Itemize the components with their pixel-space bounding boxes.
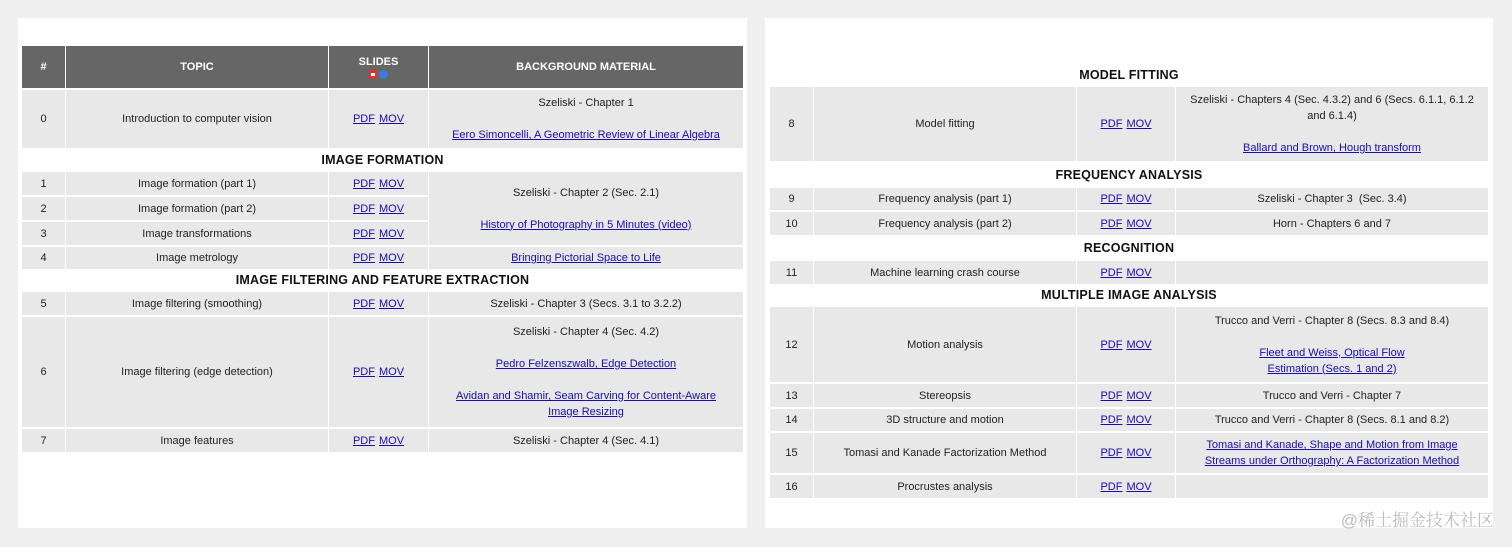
pdf-link[interactable]: PDF bbox=[1100, 118, 1123, 130]
right-panel bbox=[765, 18, 1493, 528]
row-topic: Image metrology bbox=[156, 252, 238, 264]
pdf-link[interactable]: PDF bbox=[352, 113, 375, 125]
header-slides-label: SLIDES bbox=[358, 55, 399, 68]
row-16-slides bbox=[1077, 475, 1175, 498]
mov-link[interactable]: MOV bbox=[378, 113, 405, 125]
row-12-topic bbox=[814, 307, 1076, 382]
row-12-slides bbox=[1077, 307, 1175, 382]
bg-text: Szeliski - Chapters 4 (Sec. 4.3.2) and 6 (Secs. 6.1.1, 6.1.2 and 6.1.4) bbox=[1190, 94, 1474, 122]
bg-link[interactable]: Tomasi and Kanade, Shape and Motion from Image Streams under Orthography: A Factorization Method bbox=[1204, 439, 1460, 467]
row-10-num bbox=[770, 212, 813, 235]
row-topic: Image filtering (edge detection) bbox=[121, 366, 273, 378]
pdf-link[interactable]: PDF bbox=[352, 366, 375, 378]
row-8-slides bbox=[1077, 87, 1175, 161]
section-recognition bbox=[770, 237, 1488, 259]
row-3-slides bbox=[329, 222, 428, 245]
bg-text: Szeliski - Chapter 3 (Sec. 3.4) bbox=[1257, 193, 1407, 205]
row-topic: Frequency analysis (part 2) bbox=[878, 217, 1012, 230]
row-15-num bbox=[770, 433, 813, 473]
row-0-num bbox=[22, 90, 65, 148]
row-num: 8 bbox=[788, 118, 795, 130]
pdf-icon bbox=[369, 70, 377, 79]
row-6-num bbox=[22, 317, 65, 427]
row-15-topic bbox=[814, 433, 1076, 473]
row-num: 7 bbox=[40, 434, 47, 447]
bg-text: Szeliski - Chapter 4 (Sec. 4.1) bbox=[512, 434, 660, 447]
bg-link[interactable]: Avidan and Shamir, Seam Carving for Content-Aware Image Resizing bbox=[455, 390, 717, 418]
row-13-num bbox=[770, 384, 813, 407]
row-0-topic bbox=[66, 90, 328, 148]
row-num: 2 bbox=[40, 202, 47, 215]
row-topic: Image filtering (smoothing) bbox=[131, 297, 263, 310]
mov-link[interactable]: MOV bbox=[378, 297, 405, 310]
row-num: 6 bbox=[40, 366, 47, 378]
section-image-filtering bbox=[22, 270, 743, 290]
row-3-topic bbox=[66, 222, 328, 245]
row-12-num bbox=[770, 307, 813, 382]
row-7-topic bbox=[66, 429, 328, 452]
section-title: IMAGE FORMATION bbox=[321, 153, 444, 167]
row-topic: Image transformations bbox=[142, 227, 252, 240]
row-topic: Image features bbox=[160, 434, 234, 447]
mov-link[interactable]: MOV bbox=[378, 434, 405, 447]
row-4-topic bbox=[66, 247, 328, 269]
row-8-topic bbox=[814, 87, 1076, 161]
bg-text: Trucco and Verri - Chapter 8 (Secs. 8.3 and 8.4) bbox=[1214, 314, 1450, 327]
mov-link[interactable]: MOV bbox=[1126, 338, 1152, 351]
row-num: 16 bbox=[785, 480, 798, 493]
row-12-background bbox=[1176, 307, 1488, 382]
row-10-slides bbox=[1077, 212, 1175, 235]
pdf-link[interactable]: PDF bbox=[1100, 480, 1123, 493]
row-6-slides bbox=[329, 317, 428, 427]
row-7-background bbox=[429, 429, 743, 452]
bg-text: Szeliski - Chapter 3 (Secs. 3.1 to 3.2.2) bbox=[490, 297, 682, 310]
row-2-slides bbox=[329, 197, 428, 220]
row-topic: Introduction to computer vision bbox=[122, 113, 272, 125]
row-8-num bbox=[770, 87, 813, 161]
header-num-label: # bbox=[40, 61, 47, 73]
bg-text: Szeliski - Chapter 2 (Sec. 2.1) bbox=[512, 186, 660, 199]
row-6-topic bbox=[66, 317, 328, 427]
row-num: 0 bbox=[40, 113, 47, 125]
row-1-3-background bbox=[429, 172, 743, 245]
row-topic: Frequency analysis (part 1) bbox=[878, 193, 1012, 205]
row-9-background bbox=[1176, 188, 1488, 210]
row-1-topic bbox=[66, 172, 328, 195]
row-11-slides bbox=[1077, 261, 1175, 284]
row-13-slides bbox=[1077, 384, 1175, 407]
header-topic bbox=[66, 46, 328, 88]
mov-link[interactable]: MOV bbox=[378, 177, 405, 190]
section-model-fitting bbox=[770, 65, 1488, 85]
mov-link[interactable]: MOV bbox=[1126, 389, 1152, 402]
mov-link[interactable]: MOV bbox=[1126, 480, 1152, 493]
row-14-slides bbox=[1077, 409, 1175, 431]
bg-text: Szeliski - Chapter 4 (Sec. 4.2) bbox=[512, 326, 660, 338]
row-14-topic bbox=[814, 409, 1076, 431]
row-topic: Tomasi and Kanade Factorization Method bbox=[843, 447, 1047, 459]
row-10-topic bbox=[814, 212, 1076, 235]
row-topic: 3D structure and motion bbox=[886, 414, 1004, 426]
row-topic: Image formation (part 2) bbox=[138, 202, 256, 215]
pdf-link[interactable]: PDF bbox=[352, 252, 375, 264]
row-topic: Stereopsis bbox=[919, 389, 971, 402]
pdf-link[interactable]: PDF bbox=[1100, 338, 1123, 351]
bg-link[interactable]: Eero Simoncelli, A Geometric Review of Linear Algebra bbox=[452, 129, 720, 141]
pdf-link[interactable]: PDF bbox=[352, 297, 375, 310]
row-5-num bbox=[22, 292, 65, 315]
mov-link[interactable]: MOV bbox=[1126, 217, 1152, 230]
bg-text: Szeliski - Chapter 1 bbox=[538, 97, 634, 109]
mov-link[interactable]: MOV bbox=[1126, 414, 1152, 426]
row-topic: Motion analysis bbox=[907, 338, 983, 351]
header-slides bbox=[329, 46, 428, 88]
section-image-formation bbox=[22, 150, 743, 170]
header-num bbox=[22, 46, 65, 88]
row-13-topic bbox=[814, 384, 1076, 407]
row-10-background bbox=[1176, 212, 1488, 235]
row-6-background bbox=[429, 317, 743, 427]
pdf-link[interactable]: PDF bbox=[1100, 193, 1123, 205]
row-5-topic bbox=[66, 292, 328, 315]
row-2-num bbox=[22, 197, 65, 220]
row-1-num bbox=[22, 172, 65, 195]
row-num: 1 bbox=[40, 177, 47, 190]
row-14-background bbox=[1176, 409, 1488, 431]
pdf-link[interactable]: PDF bbox=[352, 177, 375, 190]
mov-link[interactable]: MOV bbox=[1126, 266, 1152, 279]
row-topic: Model fitting bbox=[915, 118, 975, 130]
row-9-num bbox=[770, 188, 813, 210]
bg-link[interactable]: Fleet and Weiss, Optical Flow Estimation (Secs. 1 and 2) bbox=[1259, 346, 1405, 375]
row-5-background bbox=[429, 292, 743, 315]
section-title: MULTIPLE IMAGE ANALYSIS bbox=[1041, 288, 1217, 302]
row-16-background bbox=[1176, 475, 1488, 498]
bg-text: Trucco and Verri - Chapter 8 (Secs. 8.1 and 8.2) bbox=[1214, 414, 1450, 426]
row-num: 14 bbox=[785, 414, 798, 426]
row-topic: Image formation (part 1) bbox=[138, 177, 256, 190]
row-15-background bbox=[1176, 433, 1488, 473]
row-9-slides bbox=[1077, 188, 1175, 210]
bg-link[interactable]: Bringing Pictorial Space to Life bbox=[511, 252, 661, 264]
section-multiple-image-analysis bbox=[770, 285, 1488, 305]
mov-link[interactable]: MOV bbox=[378, 227, 405, 240]
row-3-num bbox=[22, 222, 65, 245]
row-0-slides bbox=[329, 90, 428, 148]
row-4-num bbox=[22, 247, 65, 269]
row-14-num bbox=[770, 409, 813, 431]
left-panel bbox=[18, 18, 747, 528]
bg-link[interactable]: Pedro Felzenszwalb, Edge Detection bbox=[495, 358, 677, 370]
bg-link[interactable]: History of Photography in 5 Minutes (video) bbox=[480, 218, 692, 231]
section-title: IMAGE FILTERING AND FEATURE EXTRACTION bbox=[235, 273, 530, 287]
pdf-link[interactable]: PDF bbox=[1100, 266, 1123, 279]
pdf-link[interactable]: PDF bbox=[1100, 217, 1123, 230]
row-topic: Procrustes analysis bbox=[897, 480, 993, 493]
row-11-topic bbox=[814, 261, 1076, 284]
row-num: 13 bbox=[785, 389, 798, 402]
row-5-slides bbox=[329, 292, 428, 315]
row-7-num bbox=[22, 429, 65, 452]
section-title: MODEL FITTING bbox=[1079, 68, 1179, 82]
mov-link[interactable]: MOV bbox=[378, 366, 405, 378]
row-16-topic bbox=[814, 475, 1076, 498]
row-13-background bbox=[1176, 384, 1488, 407]
row-0-background bbox=[429, 90, 743, 148]
mov-link[interactable]: MOV bbox=[1126, 447, 1152, 459]
row-num: 12 bbox=[785, 338, 798, 351]
row-num: 10 bbox=[785, 217, 798, 230]
pdf-link[interactable]: PDF bbox=[1100, 389, 1123, 402]
section-title: FREQUENCY ANALYSIS bbox=[1055, 168, 1203, 182]
pdf-link[interactable]: PDF bbox=[352, 227, 375, 240]
mov-icon bbox=[379, 70, 388, 79]
pdf-link[interactable]: PDF bbox=[352, 202, 375, 215]
row-7-slides bbox=[329, 429, 428, 452]
row-num: 5 bbox=[40, 297, 47, 310]
row-15-slides bbox=[1077, 433, 1175, 473]
header-background-label: BACKGROUND MATERIAL bbox=[516, 61, 656, 73]
row-11-num bbox=[770, 261, 813, 284]
row-4-background bbox=[429, 247, 743, 269]
row-topic: Machine learning crash course bbox=[870, 266, 1020, 279]
row-num: 3 bbox=[40, 227, 47, 240]
section-title: RECOGNITION bbox=[1083, 241, 1175, 255]
header-background bbox=[429, 46, 743, 88]
watermark: @稀土掘金技术社区 bbox=[1340, 511, 1494, 530]
header-topic-label: TOPIC bbox=[180, 61, 214, 73]
bg-text: Horn - Chapters 6 and 7 bbox=[1272, 217, 1391, 230]
section-frequency-analysis bbox=[770, 164, 1488, 186]
mov-link[interactable]: MOV bbox=[378, 252, 405, 264]
row-num: 9 bbox=[788, 193, 795, 205]
pdf-link[interactable]: PDF bbox=[1100, 414, 1123, 426]
row-4-slides bbox=[329, 247, 428, 269]
row-11-background bbox=[1176, 261, 1488, 284]
mov-link[interactable]: MOV bbox=[378, 202, 405, 215]
row-1-slides bbox=[329, 172, 428, 195]
row-num: 15 bbox=[785, 447, 798, 459]
row-9-topic bbox=[814, 188, 1076, 210]
row-2-topic bbox=[66, 197, 328, 220]
row-num: 11 bbox=[785, 266, 798, 279]
pdf-link[interactable]: PDF bbox=[352, 434, 375, 447]
bg-link[interactable]: Ballard and Brown, Hough transform bbox=[1243, 142, 1421, 154]
mov-link[interactable]: MOV bbox=[1126, 118, 1152, 130]
pdf-link[interactable]: PDF bbox=[1100, 447, 1123, 459]
row-8-background bbox=[1176, 87, 1488, 161]
row-16-num bbox=[770, 475, 813, 498]
bg-text: Trucco and Verri - Chapter 7 bbox=[1262, 389, 1402, 402]
mov-link[interactable]: MOV bbox=[1126, 193, 1152, 205]
row-num: 4 bbox=[40, 252, 47, 264]
